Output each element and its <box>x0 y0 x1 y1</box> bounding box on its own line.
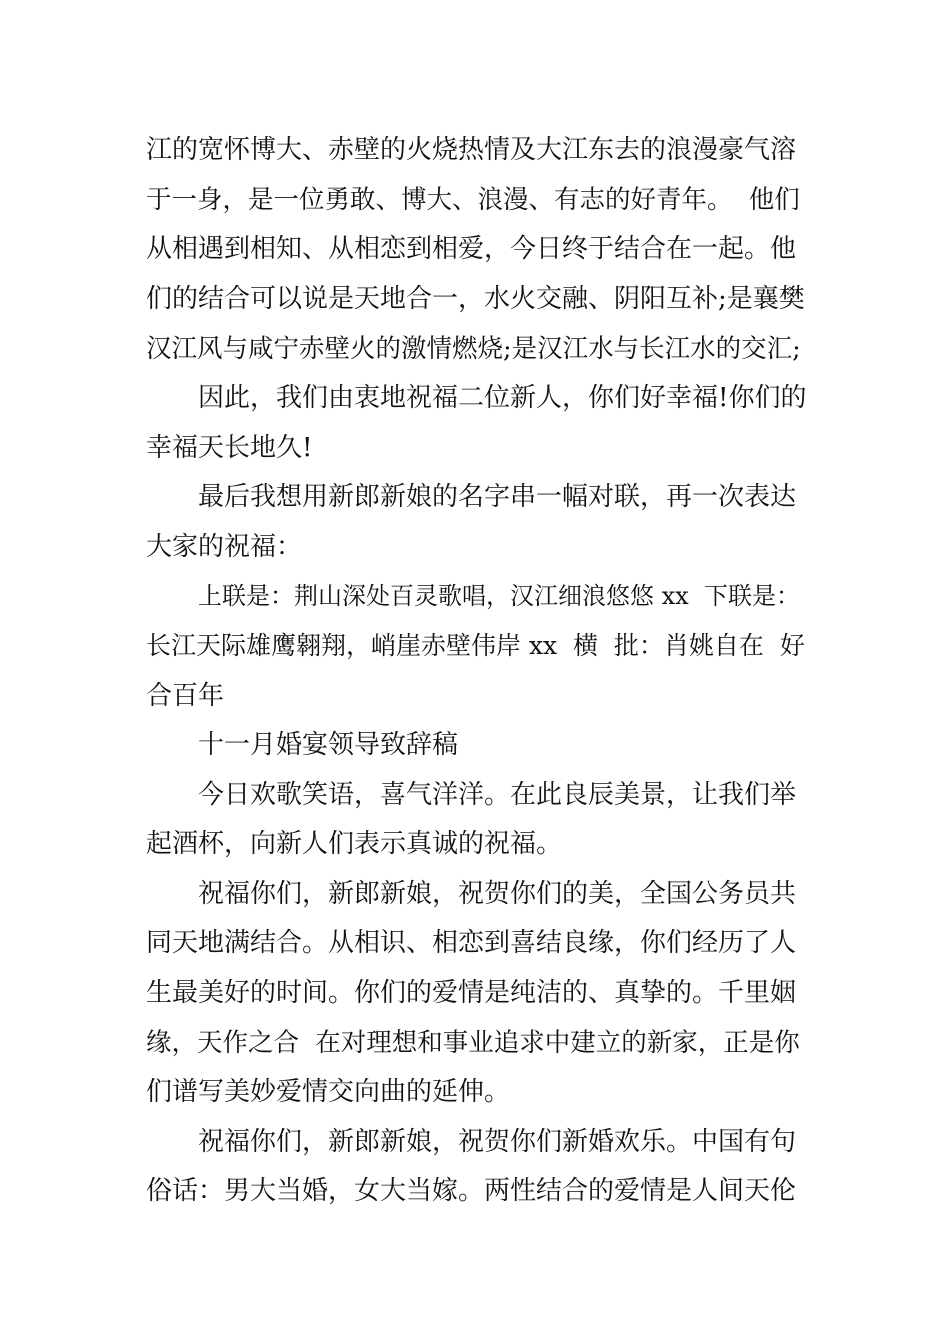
text-line: 祝福你们，新郎新娘，祝贺你们新婚欢乐。中国有句 <box>198 1127 797 1157</box>
text-line: 们谱写美妙爱情交向曲的延伸。 <box>146 1077 511 1107</box>
text-line: 同天地满结合。从相识、相恋到喜结良缘，你们经历了人 <box>146 928 797 958</box>
text-line: 俗话：男大当婚，女大当嫁。两性结合的爱情是人间天伦 <box>146 1176 797 1206</box>
text-line: 因此，我们由衷地祝福二位新人，你们好幸福!你们的 <box>198 383 807 413</box>
text-line: 起酒杯，向新人们表示真诚的祝福。 <box>146 829 563 859</box>
text-line: 生最美好的时间。你们的爱情是纯洁的、真挚的。千里姻 <box>146 978 797 1008</box>
text-line: 最后我想用新郎新娘的名字串一幅对联，再一次表达 <box>198 482 797 512</box>
text-line: 缘，天作之合 在对理想和事业追求中建立的新家，正是你 <box>146 1028 800 1058</box>
text-line: 大家的祝福： <box>146 532 303 562</box>
text-line: 从相遇到相知、从相恋到相爱，今日终于结合在一起。他 <box>146 234 797 264</box>
text-line: 合百年 <box>146 681 225 711</box>
text-line: 江的宽怀博大、赤壁的火烧热情及大江东去的浪漫豪气溶 <box>146 135 797 165</box>
text-line: 祝福你们，新郎新娘，祝贺你们的美，全国公务员共 <box>198 879 797 909</box>
text-line: 汉江风与咸宁赤壁火的激情燃烧;是汉江水与长江水的交汇; <box>146 334 801 364</box>
text-line: 今日欢歌笑语，喜气洋洋。在此良辰美景，让我们举 <box>198 780 797 810</box>
section-heading: 十一月婚宴领导致辞稿 <box>198 730 459 760</box>
text-line: 们的结合可以说是天地合一，水火交融、阴阳互补;是襄樊 <box>146 284 805 314</box>
text-line: 长江天际雄鹰翱翔，峭崖赤壁伟岸 xx 横 批：肖姚自在 好 <box>146 631 805 660</box>
text-line: 于一身，是一位勇敢、博大、浪漫、有志的好青年。 他们 <box>146 185 800 215</box>
text-line: 幸福天长地久! <box>146 433 313 463</box>
text-line: 上联是：荆山深处百灵歌唱，汉江细浪悠悠 xx 下联是： <box>198 582 800 610</box>
